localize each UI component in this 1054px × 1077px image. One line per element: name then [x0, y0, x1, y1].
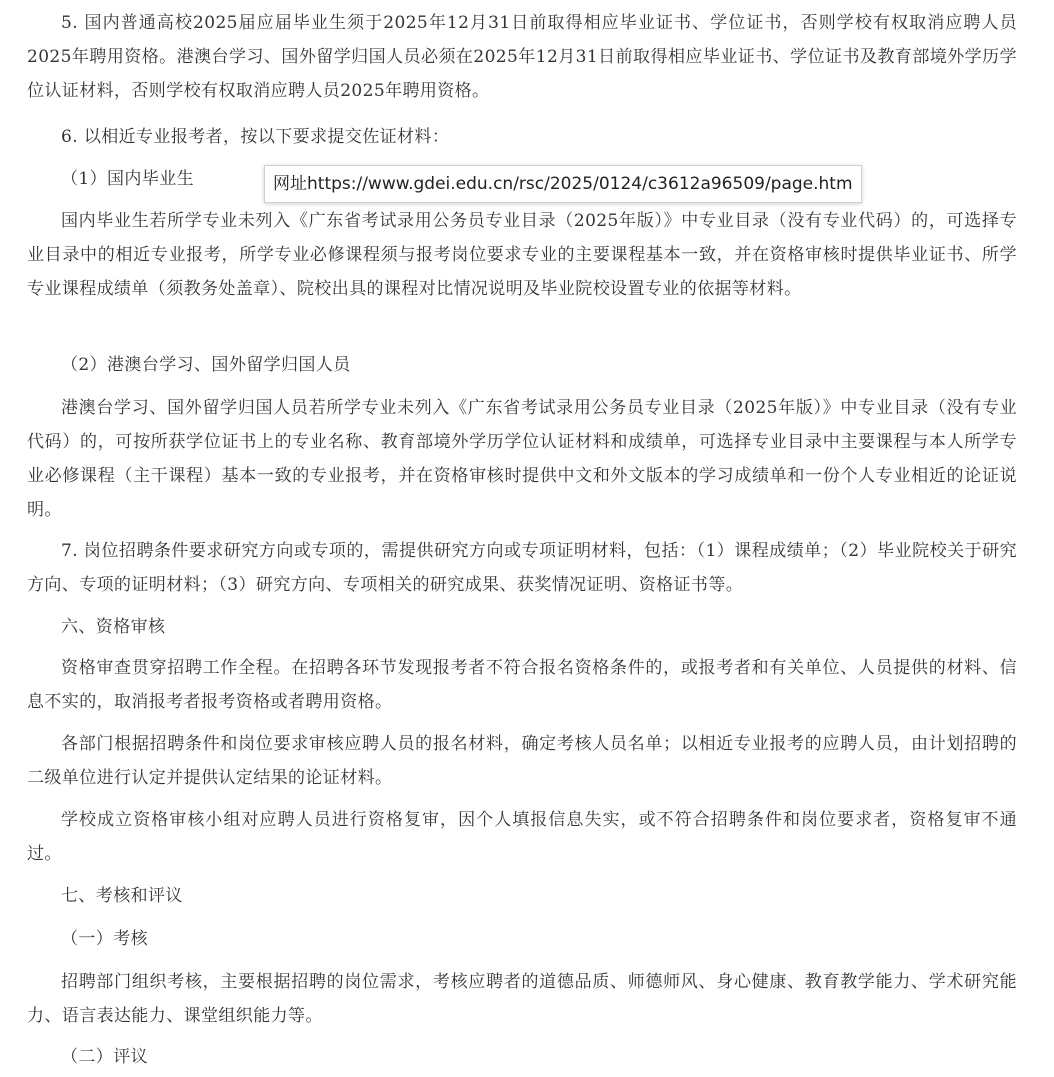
paragraph-item-5: 5. 国内普通高校2025届应届毕业生须于2025年12月31日前取得相应毕业证书、学位证书，否则学校有权取消应聘人员2025年聘用资格。港澳台学习、国外留学归国人员必须在2025年12月31日前取得相应毕业证书、学位证书及教育部境外学历学位认证材料，否则学校有权取消应聘人员2025年聘用资格。 — [27, 13, 1017, 101]
section-heading-6: 六、资格审核 — [61, 617, 166, 637]
paragraph-review-2: 各部门根据招聘条件和岗位要求审核应聘人员的报名材料，确定考核人员名单；以相近专业报考的应聘人员，由计划招聘的二级单位进行认定并提供认定结果的论证材料。 — [27, 734, 1017, 788]
paragraph-review-3: 学校成立资格审核小组对应聘人员进行资格复审，因个人填报信息失实，或不符合招聘条件和岗位要求者，资格复审不通过。 — [27, 810, 1017, 864]
url-tooltip: 网址https://www.gdei.edu.cn/rsc/2025/0124/c3612a96509/page.htm — [264, 165, 862, 203]
subheading-assessment: （一）考核 — [61, 929, 148, 949]
paragraph-review-1: 资格审查贯穿招聘工作全程。在招聘各环节发现报考者不符合报名资格条件的，或报考者和有关单位、人员提供的材料、信息不实的，取消报考者报考资格或者聘用资格。 — [27, 658, 1017, 712]
paragraph-item-6: 6. 以相近专业报考者，按以下要求提交佐证材料： — [61, 127, 450, 147]
subheading-overseas: （2）港澳台学习、国外留学归国人员 — [61, 355, 351, 375]
subheading-domestic: （1）国内毕业生 — [61, 169, 195, 189]
subheading-evaluation: （二）评议 — [61, 1047, 148, 1067]
paragraph-assessment: 招聘部门组织考核，主要根据招聘的岗位需求，考核应聘者的道德品质、师德师风、身心健康、教育教学能力、学术研究能力、语言表达能力、课堂组织能力等。 — [27, 972, 1017, 1026]
paragraph-item-7: 7. 岗位招聘条件要求研究方向或专项的，需提供研究方向或专项证明材料，包括：（1）课程成绩单；（2）毕业院校关于研究方向、专项的证明材料；（3）研究方向、专项相关的研究成果、获奖情况证明、资格证书等。 — [27, 541, 1017, 595]
paragraph-domestic: 国内毕业生若所学专业未列入《广东省考试录用公务员专业目录（2025年版）》中专业目录（没有专业代码）的，可选择专业目录中的相近专业报考，所学专业必修课程须与报考岗位要求专业的主要课程基本一致，并在资格审核时提供毕业证书、所学专业课程成绩单（须教务处盖章）、院校出具的课程对比情况说明及毕业院校设置专业的依据等材料。 — [27, 211, 1017, 299]
section-heading-7: 七、考核和评议 — [61, 886, 183, 906]
paragraph-overseas: 港澳台学习、国外留学归国人员若所学专业未列入《广东省考试录用公务员专业目录（2025年版）》中专业目录（没有专业代码）的，可按所获学位证书上的专业名称、教育部境外学历学位认证材料和成绩单，可选择专业目录中主要课程与本人所学专业必修课程（主干课程）基本一致的专业报考，并在资格审核时提供中文和外文版本的学习成绩单和一份个人专业相近的论证说明。 — [27, 398, 1017, 520]
